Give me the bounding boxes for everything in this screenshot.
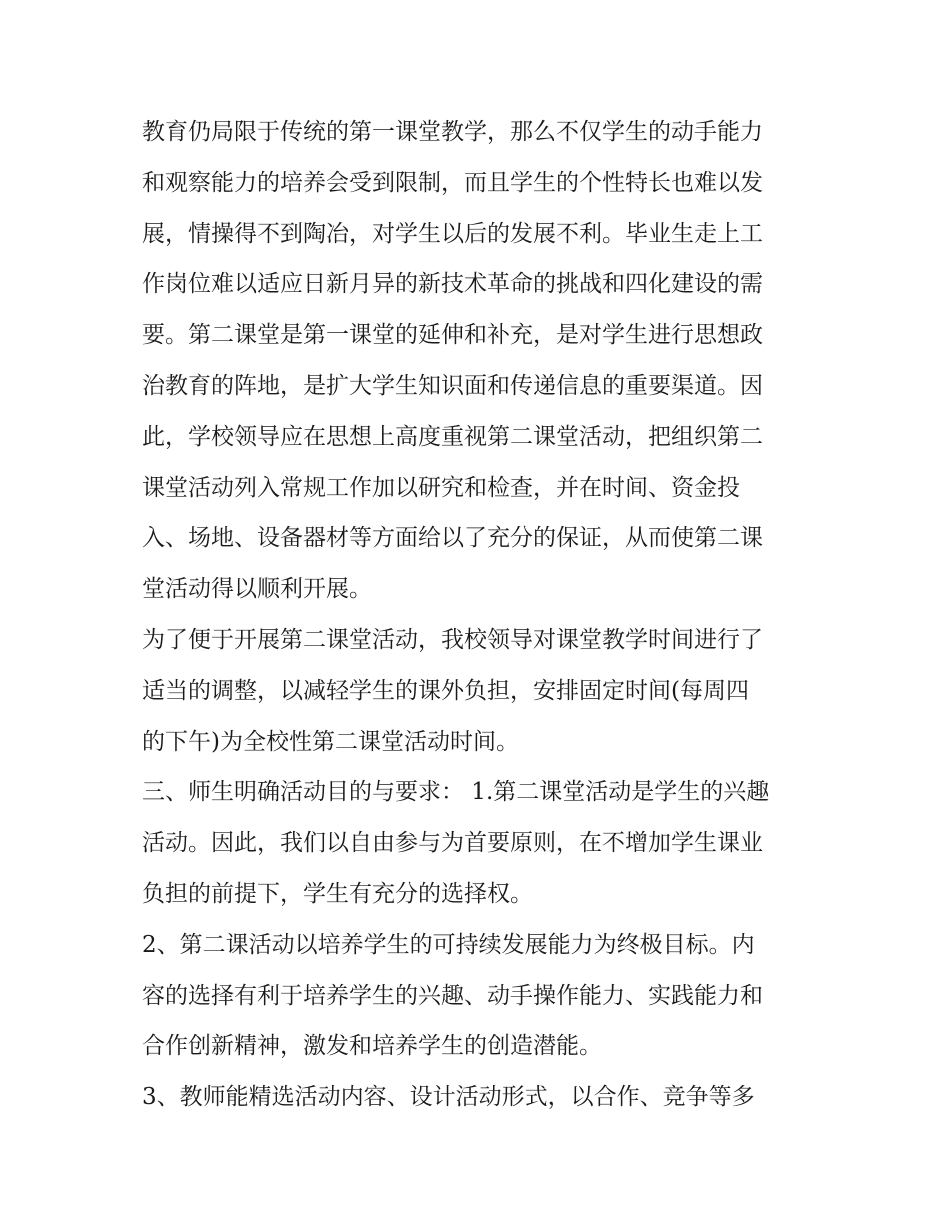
text-line: 负担的前提下，学生有充分的选择权。 xyxy=(142,880,533,907)
text-line: 合作创新精神，激发和培养学生的创造潜能。 xyxy=(142,1033,602,1060)
text-line: 要。第二课堂是第一课堂的延伸和补充，是对学生进行思想政 xyxy=(142,322,763,349)
text-line: 的下午)为全校性第二课堂活动时间。 xyxy=(142,728,519,755)
text-line: 活动。因此，我们以自由参与为首要原则，在不增加学生课业 xyxy=(142,830,763,857)
text-line: 课堂活动列入常规工作加以研究和检查，并在时间、资金投 xyxy=(142,474,740,501)
text-line: 三、师生明确活动目的与要求： 1.第二课堂活动是学生的兴趣 xyxy=(142,779,770,806)
text-line: 和观察能力的培养会受到限制，而且学生的个性特长也难以发 xyxy=(142,169,763,196)
text-line: 展，情操得不到陶冶，对学生以后的发展不利。毕业生走上工 xyxy=(142,220,763,247)
text-line: 为了便于开展第二课堂活动，我校领导对课堂教学时间进行了 xyxy=(142,626,763,653)
text-line: 入、场地、设备器材等方面给以了充分的保证，从而使第二课 xyxy=(142,525,763,552)
text-line: 此，学校领导应在思想上高度重视第二课堂活动，把组织第二 xyxy=(142,423,763,450)
text-line: 3、教师能精选活动内容、设计活动形式，以合作、竞争等多 xyxy=(142,1084,755,1111)
text-line: 适当的调整，以减轻学生的课外负担，安排固定时间(每周四 xyxy=(142,677,749,704)
body-text xyxy=(142,107,822,1123)
text-line: 容的选择有利于培养学生的兴趣、动手操作能力、实践能力和 xyxy=(142,982,763,1009)
text-line: 教育仍局限于传统的第一课堂教学，那么不仅学生的动手能力 xyxy=(142,119,763,145)
text-line: 2、第二课活动以培养学生的可持续发展能力为终极目标。内 xyxy=(142,931,755,958)
text-line: 治教育的阵地，是扩大学生知识面和传递信息的重要渠道。因 xyxy=(142,372,763,399)
text-line: 堂活动得以顺利开展。 xyxy=(142,576,372,603)
text-line: 作岗位难以适应日新月异的新技术革命的挑战和四化建设的需 xyxy=(142,271,763,298)
